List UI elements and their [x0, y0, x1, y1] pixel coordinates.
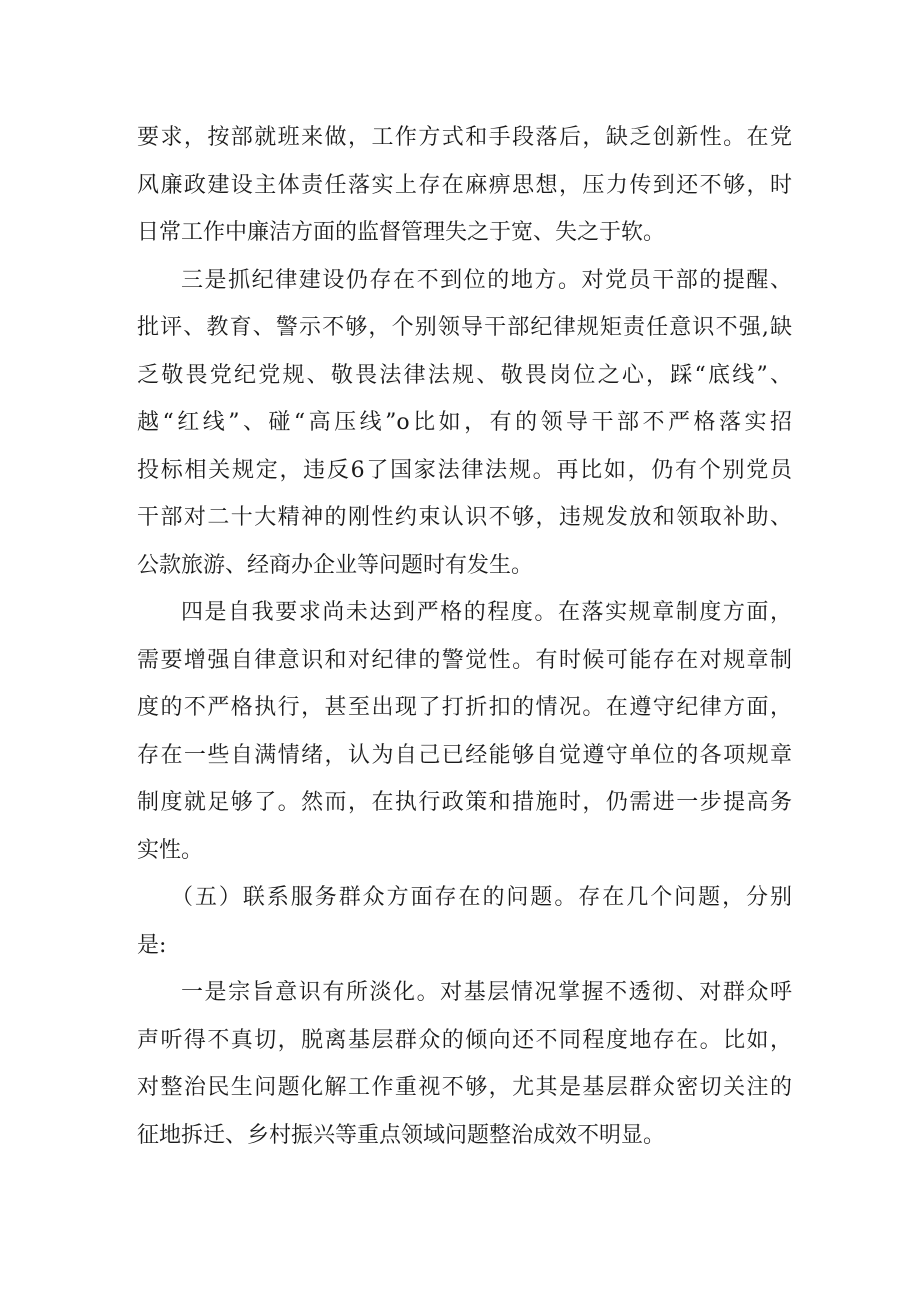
text-line: （五）联系服务群众方面存在的问题。存在几个问题，分别	[171, 885, 792, 910]
text-line: 乏敬畏党纪党规、敬畏法律法规、敬畏岗位之心，踩“底线”、	[137, 362, 792, 388]
text-line: 度的不严格执行，甚至出现了打折扣的情况。在遵守纪律方面，	[137, 695, 792, 720]
text-line: 风廉政建设主体责任落实上存在麻痹思想，压力传到还不够，时	[137, 172, 792, 198]
text-line: 是:	[137, 932, 167, 958]
text-line: 日常工作中廉洁方面的监督管理失之于宽、失之于软。	[137, 220, 666, 245]
text-line: 四是自我要求尚未达到严格的程度。在落实规章制度方面，	[181, 600, 792, 625]
text-line: 制度就足够了。然而，在执行政策和措施时，仍需进一步提高务	[137, 790, 792, 815]
text-line: 声听得不真切，脱离基层群众的倾向还不同程度地存在。比如，	[137, 1027, 792, 1053]
text-line: 一是宗旨意识有所淡化。对基层情况掌握不透彻、对群众呼	[181, 980, 792, 1005]
document-body	[137, 114, 792, 1159]
text-line: 越“红线”、碰“高压线”o比如，有的领导干部不严格落实招	[137, 410, 792, 435]
text-line: 公款旅游、经商办企业等问题时有发生。	[137, 552, 534, 578]
text-line: 对整治民生问题化解工作重视不够，尤其是基层群众密切关注的	[137, 1075, 792, 1100]
text-line: 三是抓纪律建设仍存在不到位的地方。对党员干部的提醒、	[181, 267, 792, 293]
text-line: 实性。	[137, 837, 204, 863]
text-line: 干部对二十大精神的刚性约束认识不够，违规发放和领取补助、	[137, 505, 792, 530]
text-line: 存在一些自满情绪，认为自己已经能够自觉遵守单位的各项规章	[137, 742, 792, 768]
text-line: 征地拆迁、乡村振兴等重点领域问题整治成效不明显。	[137, 1122, 666, 1148]
text-line: 需要增强自律意识和对纪律的警觉性。有时候可能存在对规章制	[137, 647, 792, 673]
text-line: 批评、教育、警示不够，个别领导干部纪律规矩责任意识不强,缺	[137, 315, 792, 340]
text-line: 要求，按部就班来做，工作方式和手段落后，缺乏创新性。在党	[137, 125, 792, 150]
text-line: 投标相关规定，违反6了国家法律法规。再比如，仍有个别党员	[137, 457, 792, 483]
